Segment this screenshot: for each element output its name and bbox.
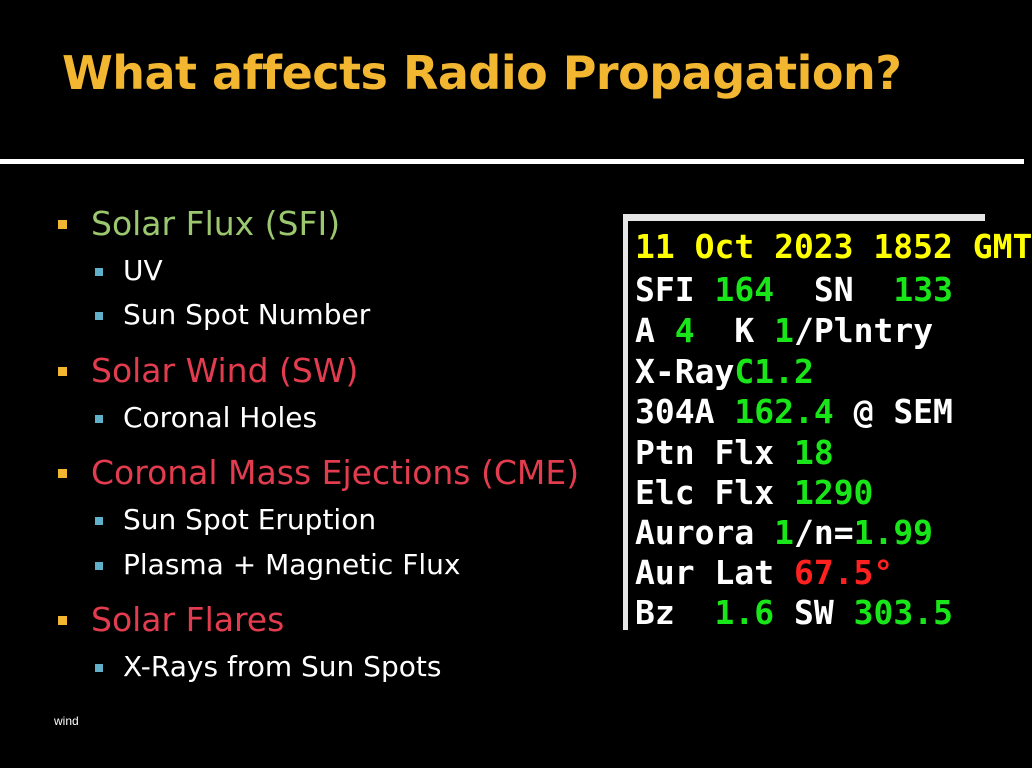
solar-data-panel: [623, 214, 1032, 632]
sfi-value: 164: [714, 270, 775, 309]
sub-bullet-xrays: X-Rays from Sun Spots: [123, 650, 442, 683]
sub-bullet-sun-spot-eruption: Sun Spot Eruption: [123, 503, 377, 536]
bullet-solar-flux: Solar Flux (SFI): [91, 204, 341, 243]
panel-header-row: [635, 228, 1032, 266]
sfi-row: [635, 271, 953, 309]
aurlat-label: Aur Lat: [635, 553, 775, 592]
f304-row: [635, 393, 953, 431]
xray-row: [635, 353, 814, 391]
aurora-value: 1: [774, 513, 794, 552]
xray-value: C1.2: [734, 352, 814, 391]
sw-value: 303.5: [853, 593, 953, 632]
sub-bullet-uv: UV: [123, 254, 163, 287]
f304-source: @ SEM: [853, 392, 953, 431]
f304-label: 304A: [635, 392, 715, 431]
aurlat-row: [635, 554, 893, 592]
panel-border-left: [623, 214, 628, 630]
sw-label: SW: [793, 593, 834, 632]
sub-bullet-sun-spot-number: Sun Spot Number: [123, 298, 371, 331]
sn-value: 133: [893, 270, 953, 309]
f304-value: 162.4: [734, 392, 834, 431]
bz-value: 1.6: [714, 593, 775, 632]
k-value: 1: [774, 311, 794, 350]
bz-row: [635, 594, 953, 632]
aurora-n-label: /n=: [793, 513, 854, 552]
slide-title: What affects Radio Propagation?: [62, 46, 902, 100]
aurlat-value: 67.5°: [793, 553, 894, 592]
sub-bullet-coronal-holes: Coronal Holes: [123, 401, 318, 434]
ptn-label: Ptn Flx: [635, 433, 775, 472]
bullet-cme: Coronal Mass Ejections (CME): [91, 453, 580, 492]
sub-bullet-plasma-magnetic-flux: Plasma + Magnetic Flux: [123, 548, 461, 581]
ptn-row: [635, 434, 834, 472]
panel-zone: GMT: [972, 227, 1032, 266]
bullet-solar-wind: Solar Wind (SW): [91, 351, 359, 390]
ptn-value: 18: [793, 433, 834, 472]
a-value: 4: [674, 311, 695, 350]
panel-border-top: [623, 214, 985, 221]
panel-date: 11 Oct 2023: [635, 227, 854, 266]
footer-note: wind: [54, 714, 79, 728]
k-label: K: [734, 311, 755, 350]
aurora-label: Aurora: [635, 513, 755, 552]
elc-label: Elc Flx: [635, 473, 775, 512]
sfi-label: SFI: [635, 270, 695, 309]
title-divider: [0, 159, 1024, 164]
ak-row: [635, 312, 933, 350]
aurora-n-value: 1.99: [853, 513, 934, 552]
bz-label: Bz: [635, 593, 675, 632]
aurora-row: [635, 514, 933, 552]
panel-time: 1852: [873, 227, 953, 266]
sn-label: SN: [813, 270, 854, 309]
elc-value: 1290: [793, 473, 874, 512]
k-status: /Plntry: [794, 311, 934, 350]
bullet-solar-flares: Solar Flares: [91, 600, 285, 639]
a-label: A: [635, 311, 655, 350]
elc-row: [635, 474, 873, 512]
xray-label: X-Ray: [635, 352, 735, 391]
